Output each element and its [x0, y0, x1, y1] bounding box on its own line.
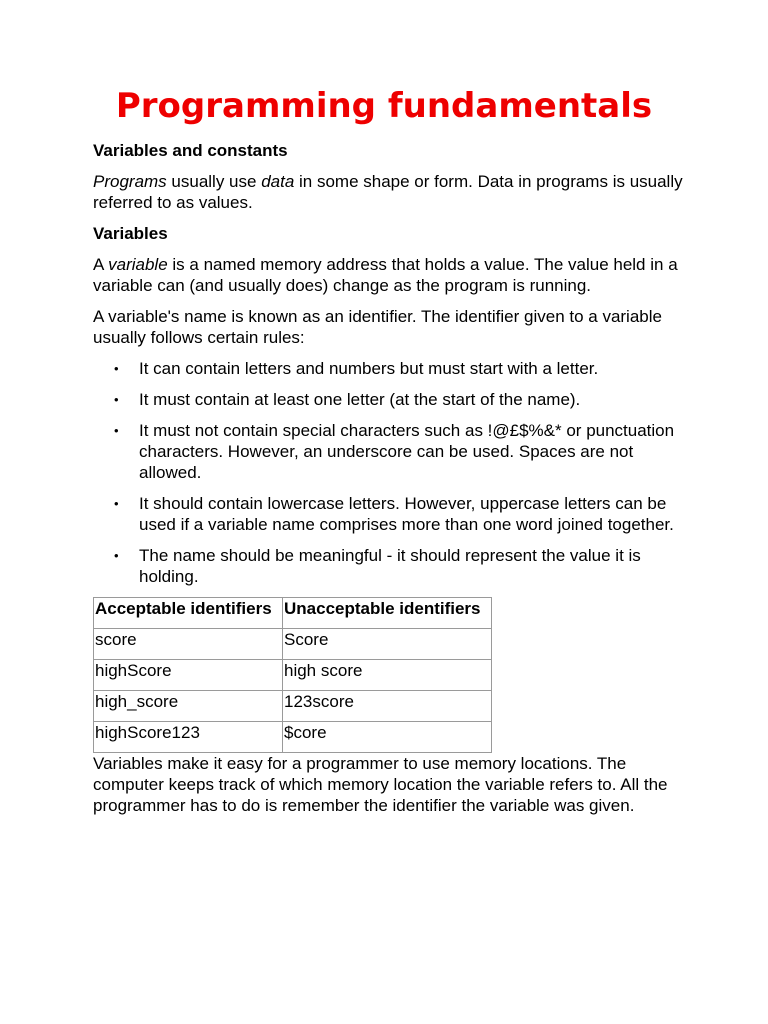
list-item: [93, 493, 683, 535]
table-row: [94, 722, 492, 753]
table-row: [94, 691, 492, 722]
rule-text: It must not contain special characters such as !@£$%&* or punctuation characters. However, an underscore can be used. Spaces are not allowed.: [139, 421, 675, 482]
bullet-icon: •: [114, 496, 119, 511]
rule-text: The name should be meaningful - it should represent the value it is holding.: [139, 546, 641, 586]
list-item: [93, 545, 683, 587]
intro-text-2: in some shape or form. Data in programs is usually referred to as values.: [93, 172, 683, 212]
acceptable-cell: highScore: [94, 660, 283, 691]
table-row: [94, 660, 492, 691]
identifiers-table: [93, 597, 492, 753]
variable-definition: [93, 254, 683, 296]
variables-heading: Variables: [93, 224, 168, 243]
acceptable-cell: highScore123: [94, 722, 283, 753]
acceptable-cell: score: [94, 629, 283, 660]
table-header-row: [94, 598, 492, 629]
intro-paragraph: [93, 171, 683, 213]
unacceptable-cell: high score: [283, 660, 492, 691]
intro-text-1: usually use: [166, 172, 262, 191]
acceptable-cell: high_score: [94, 691, 283, 722]
rule-text: It must contain at least one letter (at the start of the name).: [139, 390, 581, 409]
unacceptable-cell: $core: [283, 722, 492, 753]
section-heading: Variables and constants: [93, 141, 288, 160]
data-emphasis: data: [261, 172, 295, 191]
definition-prefix: A: [93, 255, 109, 274]
unacceptable-cell: Score: [283, 629, 492, 660]
bullet-icon: •: [114, 361, 119, 376]
list-item: [93, 389, 683, 410]
identifier-intro: A variable's name is known as an identifier. The identifier given to a variable usually follows certain rules:: [93, 307, 662, 347]
bullet-icon: •: [114, 548, 119, 563]
acceptable-header: Acceptable identifiers: [94, 598, 283, 629]
programs-emphasis: Programs: [93, 172, 167, 191]
definition-rest: is a named memory address that holds a value. The value held in a variable can (and usually does) change as the program is running.: [93, 255, 678, 295]
list-item: [93, 420, 683, 483]
unacceptable-cell: 123score: [283, 691, 492, 722]
unacceptable-header: Unacceptable identifiers: [283, 598, 492, 629]
rule-text: It should contain lowercase letters. However, uppercase letters can be used if a variable name comprises more than one word joined together.: [139, 494, 674, 534]
variable-emphasis: variable: [108, 255, 168, 274]
list-item: [93, 358, 683, 379]
closing-paragraph: Variables make it easy for a programmer to use memory locations. The computer keeps track of which memory location the variable refers to. All the programmer has to do is remember the identifier the variable was given.: [93, 754, 668, 815]
document-body: [93, 140, 683, 826]
bullet-icon: •: [114, 423, 119, 438]
rule-text: It can contain letters and numbers but must start with a letter.: [139, 359, 599, 378]
rules-list: [93, 358, 683, 587]
page-title: Programming fundamentals: [115, 86, 653, 126]
table-row: [94, 629, 492, 660]
bullet-icon: •: [114, 392, 119, 407]
